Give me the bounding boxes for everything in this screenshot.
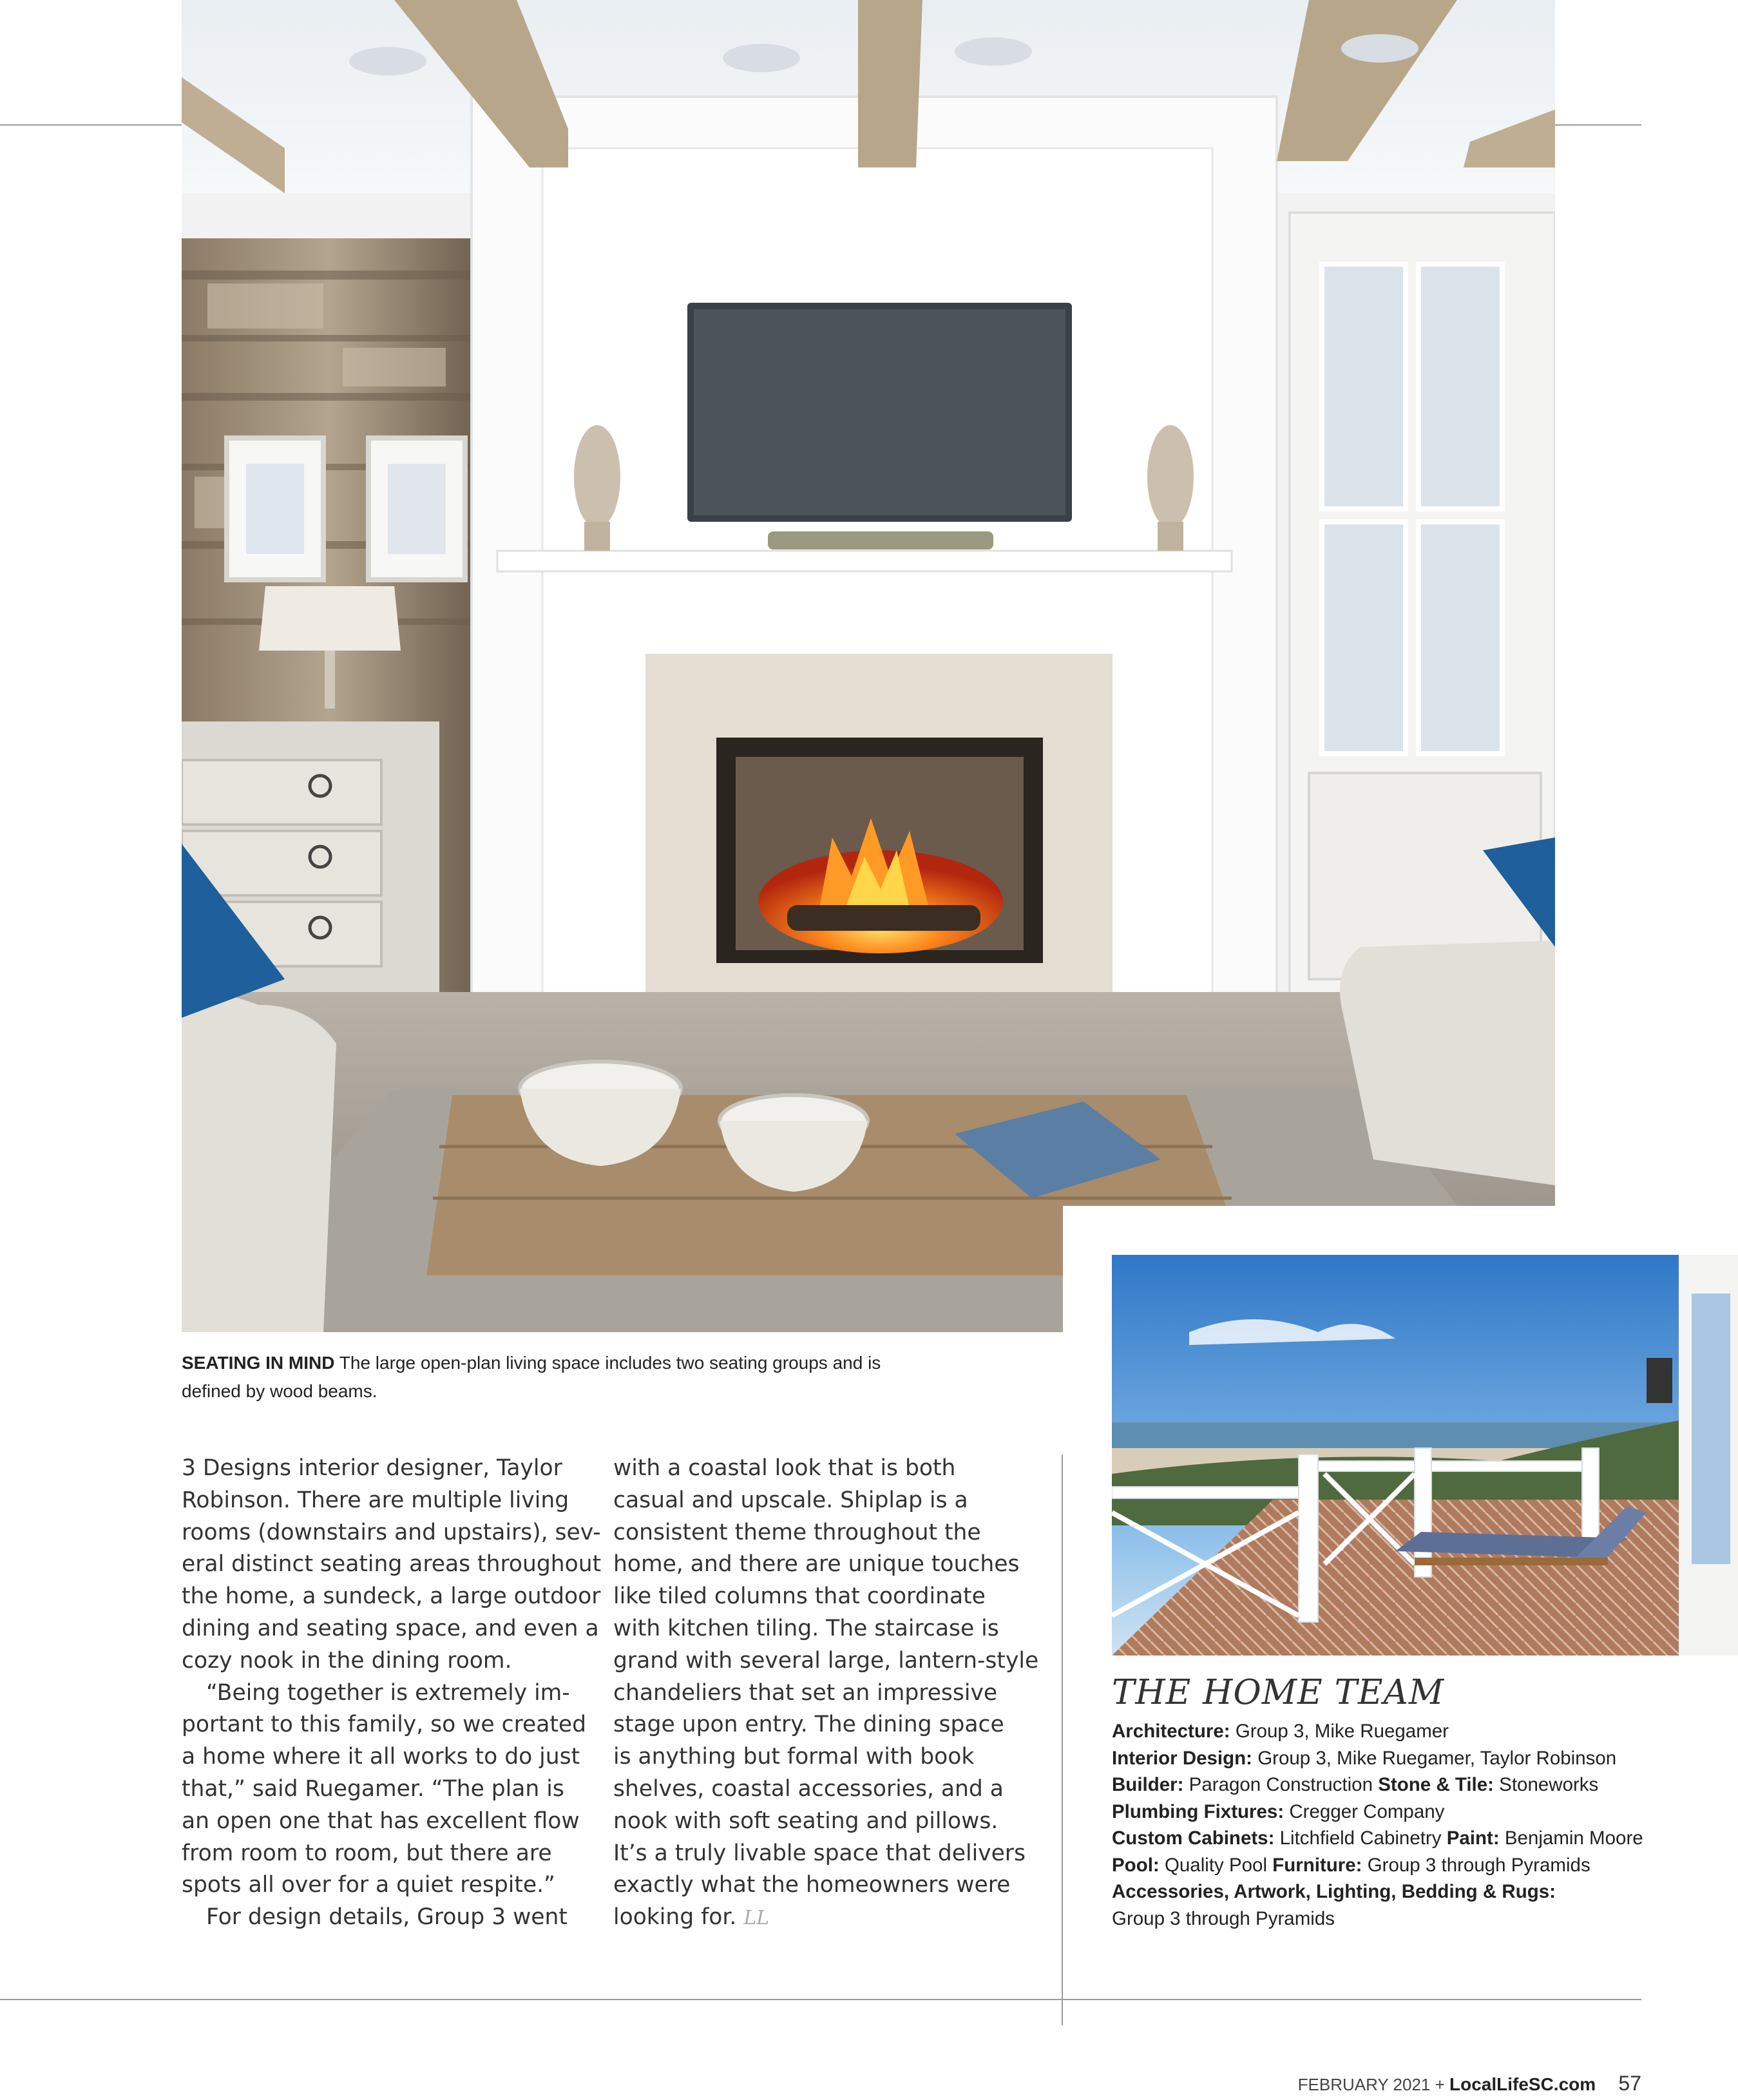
credit-value: Cregger Company xyxy=(1289,1800,1445,1822)
article-line: cozy nook in the dining room. xyxy=(182,1647,512,1674)
footer-issue: FEBRUARY 2021 + xyxy=(1297,2075,1445,2094)
author-signature: LL xyxy=(743,1907,770,1930)
credit-accessories xyxy=(1112,1878,1730,1905)
article-line: casual and upscale. Shiplap is a xyxy=(613,1487,968,1513)
credit-value: Litchfield Cabinetry xyxy=(1279,1828,1442,1849)
credit-interior-design xyxy=(1112,1745,1730,1772)
article-line: chandeliers that set an impressive xyxy=(613,1679,998,1706)
article-line: “Being together is extremely im- xyxy=(206,1679,570,1706)
credit-builder-stone xyxy=(1112,1771,1730,1799)
article-line: looking for. xyxy=(613,1904,737,1931)
photo-caption xyxy=(182,1349,942,1406)
top-rule-left xyxy=(0,124,182,126)
credit-label: Interior Design: xyxy=(1112,1747,1252,1769)
article-line: dining and seating space, and even a xyxy=(182,1615,599,1641)
credit-label: Architecture: xyxy=(1112,1721,1230,1742)
article-line: that,” said Ruegamer. “The plan is xyxy=(182,1775,564,1802)
article-line: an open one that has excellent flow xyxy=(182,1808,580,1834)
article-line: 3 Designs interior designer, Taylor xyxy=(182,1455,562,1481)
article-last-line xyxy=(613,1902,1026,1934)
credit-label: Stone & Tile: xyxy=(1378,1774,1494,1795)
credit-value: Paragon Construction xyxy=(1189,1774,1373,1795)
article-line: the home, a sundeck, a large outdoor xyxy=(182,1583,601,1610)
column-divider xyxy=(1062,1455,1063,2025)
article-column-1 xyxy=(182,1453,602,1934)
credit-cabinets-paint xyxy=(1112,1825,1730,1852)
article-line: a home where it all works to do just xyxy=(182,1744,580,1770)
article-line: with kitchen tiling. The staircase is xyxy=(613,1615,999,1641)
page-number: 57 xyxy=(1618,2072,1641,2095)
article-line: from room to room, but there are xyxy=(182,1840,552,1866)
credit-label: Paint: xyxy=(1446,1828,1500,1849)
article-line: nook with soft seating and pillows. xyxy=(613,1808,998,1834)
footer-site-link[interactable]: LocalLifeSC.com xyxy=(1449,2074,1596,2094)
credit-label: Pool: xyxy=(1112,1854,1160,1876)
article-line: stage upon entry. The dining space xyxy=(613,1712,1004,1738)
home-team-list xyxy=(1112,1718,1730,1932)
home-team-title: THE HOME TEAM xyxy=(1112,1673,1445,1712)
caption-text: The large open-plan living space includes two seating groups and is defined by wood beams. xyxy=(182,1353,881,1401)
credit-accessories-value xyxy=(1112,1905,1730,1933)
article-line: spots all over for a quiet respite.” xyxy=(182,1872,555,1898)
article-column-2 xyxy=(613,1453,1039,1934)
article-line: shelves, coastal accessories, and a xyxy=(613,1775,1004,1802)
article-line: like tiled columns that coordinate xyxy=(613,1583,986,1610)
credit-value: Quality Pool xyxy=(1164,1854,1268,1876)
credit-value: Benjamin Moore xyxy=(1504,1828,1643,1849)
bottom-rule xyxy=(0,1999,1641,2000)
credit-pool-furniture xyxy=(1112,1852,1730,1879)
caption-heading: SEATING IN MIND xyxy=(182,1353,335,1373)
credit-plumbing xyxy=(1112,1799,1730,1826)
article-line: It’s a truly livable space that delivers xyxy=(613,1840,1026,1866)
credit-value: Group 3 through Pyramids xyxy=(1112,1907,1335,1929)
sundeck-photo xyxy=(1112,1255,1738,1656)
article-line: home, and there are unique touches xyxy=(613,1551,1020,1578)
article-line: Robinson. There are multiple living xyxy=(182,1487,569,1513)
credit-label: Accessories, Artwork, Lighting, Bedding & Rugs: xyxy=(1112,1881,1556,1902)
living-room-photo xyxy=(182,0,1555,1332)
credit-label: Custom Cabinets: xyxy=(1112,1828,1275,1849)
article-line: grand with several large, lantern-style xyxy=(613,1647,1039,1674)
credit-value: Group 3, Mike Ruegamer, Taylor Robinson xyxy=(1257,1747,1617,1769)
article-line: is anything but formal with book xyxy=(613,1744,975,1770)
article-line: For design details, Group 3 went xyxy=(206,1904,568,1931)
page-footer xyxy=(1298,2072,1641,2095)
article-line: with a coastal look that is both xyxy=(613,1455,956,1481)
article-line: consistent theme throughout the xyxy=(613,1519,981,1545)
credit-label: Builder: xyxy=(1112,1774,1184,1795)
credit-architecture xyxy=(1112,1718,1730,1745)
credit-value: Stoneworks xyxy=(1499,1774,1599,1795)
top-rule-right xyxy=(1555,124,1641,126)
article-line: exactly what the homeowners were xyxy=(613,1872,1011,1898)
article-line: eral distinct seating areas throughout xyxy=(182,1551,602,1578)
credit-value: Group 3 through Pyramids xyxy=(1367,1854,1590,1876)
credit-label: Furniture: xyxy=(1272,1854,1362,1876)
credit-value: Group 3, Mike Ruegamer xyxy=(1235,1721,1449,1742)
article-line: portant to this family, so we created xyxy=(182,1712,587,1738)
article-line: rooms (downstairs and upstairs), sev- xyxy=(182,1519,601,1545)
credit-label: Plumbing Fixtures: xyxy=(1112,1800,1284,1822)
